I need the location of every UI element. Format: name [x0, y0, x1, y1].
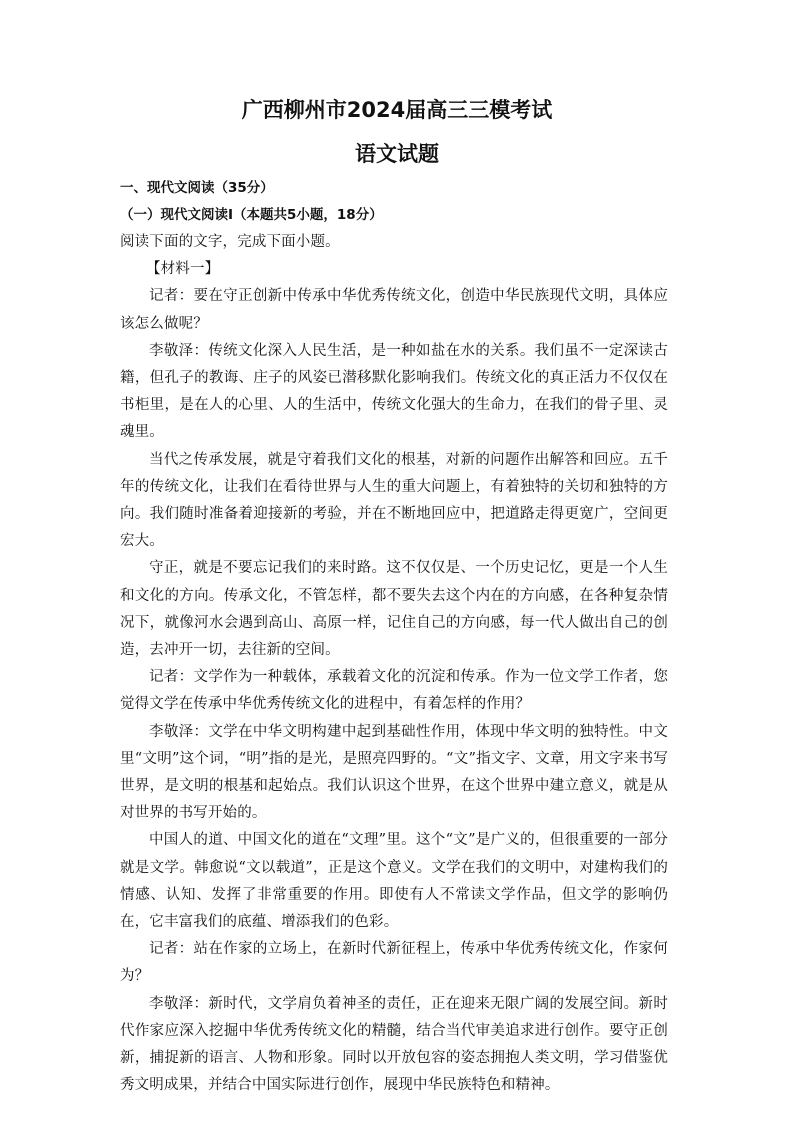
paragraph: 李敬泽：传统文化深入人民生活，是一种如盐在水的关系。我们虽不一定深读古籍，但孔子的教诲、庄子的风姿已潜移默化影响我们。传统文化的真正活力不仅仅在书柜里，是在人的心里、人的生活中，传统文化强大的生命力，在我们的骨子里、灵魂里。 [120, 342, 668, 441]
paragraph: 守正，就是不要忘记我们的来时路。这不仅仅是、一个历史记忆，更是一个人生和文化的方向。传承文化，不管怎样，都不要失去这个内在的方向感，在各种复杂情况下，就像河水会遇到高山、高原一样，记住自己的方向感，每一代人做出自己的创造，去冲开一切，去往新的空间。 [120, 560, 668, 659]
paragraph: 李敬泽：新时代，文学肩负着神圣的责任，正在迎来无限广阔的发展空间。新时代作家应深入挖掘中华优秀传统文化的精髓，结合当代审美追求进行创作。要守正创新，捕捉新的语言、人物和形象。同时以开放包容的姿态拥抱人类文明，学习借鉴优秀文明成果，并结合中国实际进行创作，展现中华民族特色和精神。 [120, 995, 668, 1094]
section-heading: 一、现代文阅读（35分） [120, 180, 274, 196]
paragraph: 记者：文学作为一种载体，承载着文化的沉淀和传承。作为一位文学工作者，您觉得文学在传承中华优秀传统文化的进程中，有着怎样的作用？ [120, 669, 668, 713]
paragraph: 中国人的道、中国文化的道在“文理”里。这个“文”是广义的，但很重要的一部分就是文学。韩愈说“文以载道”，正是这个意义。文学在我们的文明中，对建构我们的情感、认知、发挥了非常重要的作用。即使有人不常读文学作品，但文学的影响仍在，它丰富我们的底蕴、增添我们的色彩。 [120, 832, 668, 931]
subsection-heading: （一）现代文阅读Ⅰ（本题共5小题，18分） [120, 207, 383, 223]
paragraph: 记者：要在守正创新中传承中华优秀传统文化，创造中华民族现代文明，具体应该怎么做呢？ [120, 288, 668, 332]
paragraph: 李敬泽：文学在中华文明构建中起到基础性作用，体现中华文明的独特性。中文里“文明”这个词，“明”指的是光，是照亮四野的。“文”指文字、文章，用文字来书写世界，是文明的根基和起始点。我们认识这个世界，在这个世界中建立意义，就是从对世界的书写开始的。 [120, 723, 668, 822]
reading-passage [120, 229, 668, 1100]
paragraph: 当代之传承发展，就是守着我们文化的根基，对新的问题作出解答和回应。五千年的传统文化，让我们在看待世界与人生的重大问题上，有着独特的关切和独特的方向。我们随时准备着迎接新的考验，并在不断地回应中，把道路走得更宽广，空间更宏大。 [120, 451, 668, 550]
page-title: 广西柳州市2024届高三三模考试 [241, 98, 553, 122]
material-label: 【材料一】 [146, 261, 220, 278]
paragraph: 记者：站在作家的立场上，在新时代新征程上，传承中华优秀传统文化，作家何为？ [120, 941, 668, 985]
instruction-text: 阅读下面的文字，完成下面小题。 [120, 234, 340, 250]
page-subtitle: 语文试题 [355, 142, 439, 166]
